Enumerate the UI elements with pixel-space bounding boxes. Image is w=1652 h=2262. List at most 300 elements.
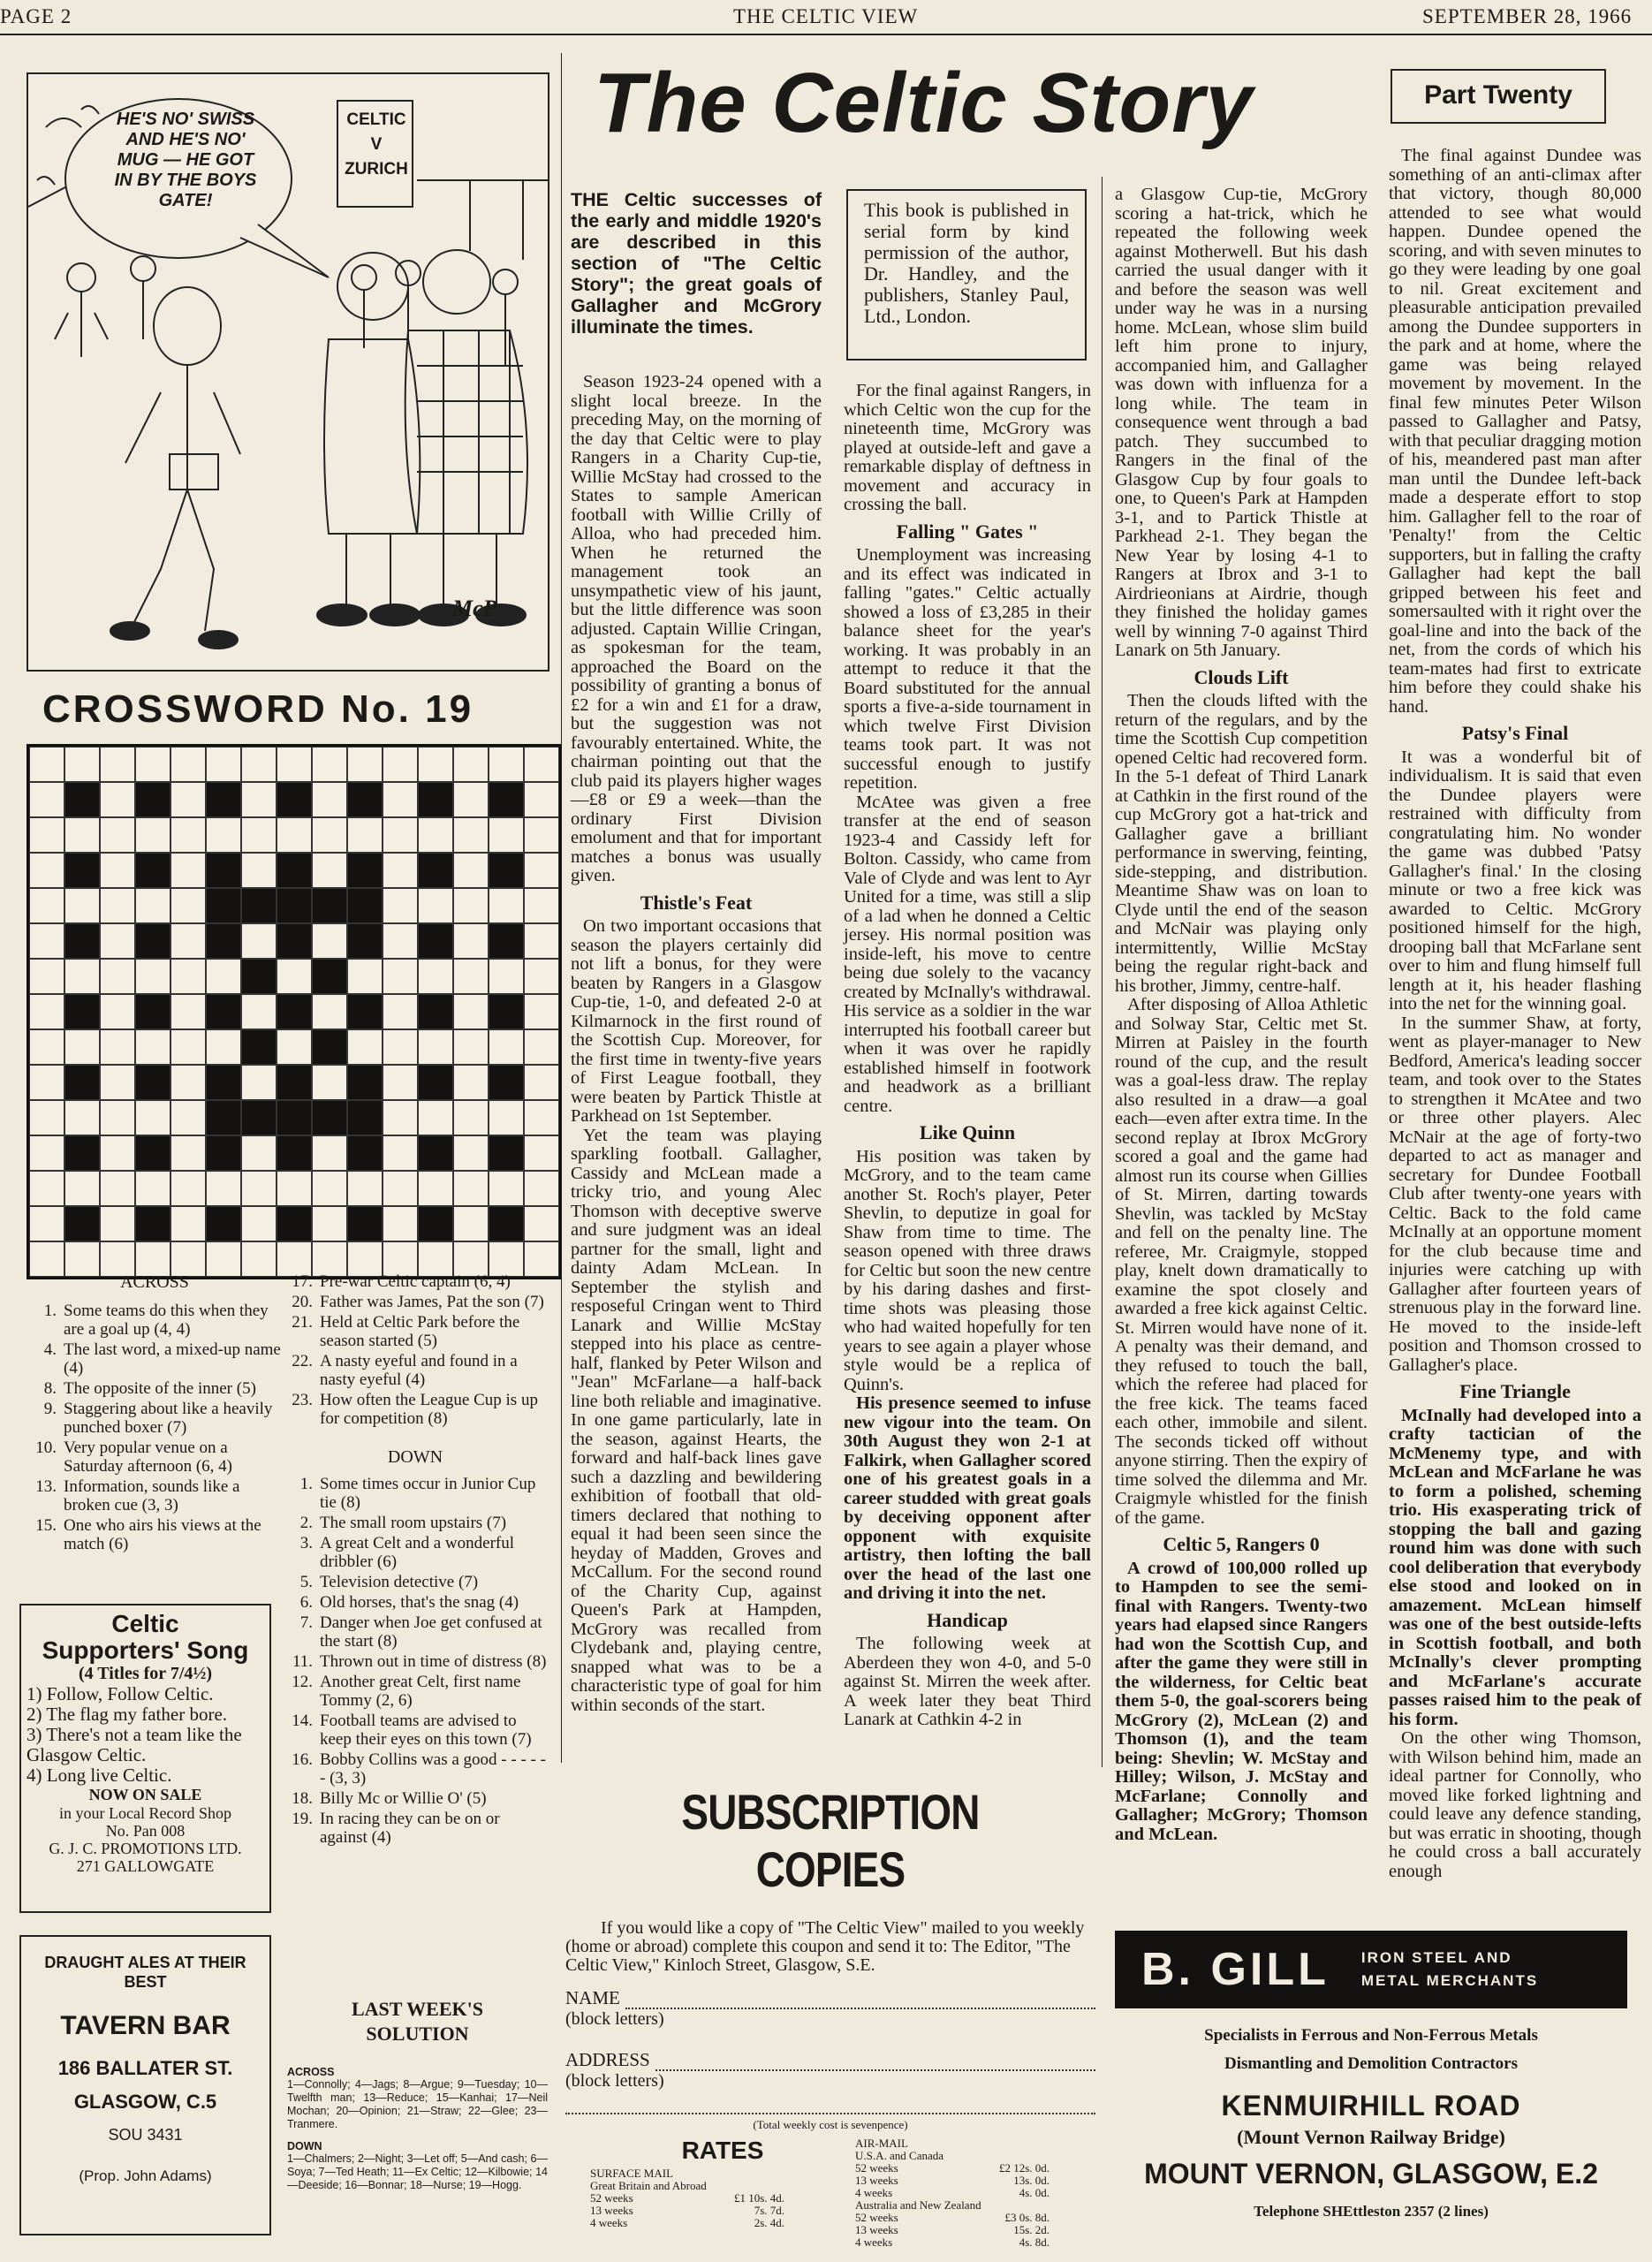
rate-period: 13 weeks — [590, 2204, 633, 2217]
clue-text: Information, sounds like a broken cue (3, 3) — [64, 1477, 240, 1514]
grid-cell[interactable] — [100, 888, 135, 923]
air-region-2: Australia and New Zealand — [855, 2198, 981, 2212]
grid-block — [347, 1065, 383, 1100]
song-title: 3) There's not a team like the Glasgow Celtic. — [27, 1724, 242, 1765]
grid-cell[interactable] — [29, 1029, 64, 1065]
paragraph: His presence seemed to infuse new vigour into the team. On 30th August they won 2-1 at Falkirk, when Gallagher scored one of his greatest goals in a career studded with great goals by deceiving opponent after opponent with exquisite artistry, then lofting the ball over the head of the last one and driving it into the net. — [844, 1393, 1091, 1603]
grid-cell[interactable] — [347, 817, 383, 853]
paragraph: a Glasgow Cup-tie, McGrory scoring a hat-trick, which he repeated the following week against Motherwell. But his dash carried the usual danger with it and before the season was well under way he was in a nursing home. McLean, whose slim build left him prone to injury, accompanied him, and Gallagher was down with influenza for a long while. The team in consequence went through a bad patch. They succumbed to Rangers in the final of the Glasgow Cup by four goals to one, to Queen's Park at Hampden 3-1, and to Partick Thistle at Parkhead 2-1. They began the New Year by losing 4-1 to Rangers at Ibrox and 3-1 to Airdrieonians at Airdrie, though they finished the holiday games well by winning 7-0 against Third Lanark on 5th January. — [1115, 185, 1368, 660]
grid-cell[interactable] — [29, 1241, 64, 1277]
grid-block — [206, 1100, 241, 1135]
grid-cell[interactable] — [383, 1206, 418, 1241]
rate-price: £2 12s. 0d. — [998, 2161, 1050, 2175]
grid-cell[interactable] — [524, 853, 559, 888]
tavern-bar-ad — [19, 1935, 271, 2235]
grid-cell[interactable] — [241, 1241, 277, 1277]
grid-cell[interactable] — [206, 1241, 241, 1277]
grid-cell[interactable] — [29, 923, 64, 959]
grid-cell[interactable] — [29, 959, 64, 994]
subheading: Clouds Lift — [1194, 665, 1289, 688]
grid-block — [489, 1206, 524, 1241]
grid-cell[interactable] — [383, 782, 418, 817]
grid-cell[interactable] — [29, 1100, 64, 1135]
column-rule — [1102, 177, 1103, 1767]
grid-cell[interactable] — [100, 994, 135, 1029]
grid-cell[interactable] — [383, 1135, 418, 1171]
clue-text: A nasty eyeful and found in a nasty eyeful (4) — [320, 1352, 518, 1389]
clue-number: 10. — [35, 1438, 57, 1457]
grid-cell[interactable] — [453, 959, 489, 994]
grid-block — [277, 1100, 312, 1135]
grid-cell[interactable] — [312, 747, 347, 782]
clue-number: 17. — [292, 1272, 313, 1291]
grid-block — [135, 1206, 171, 1241]
masthead-date: SEPTEMBER 28, 1966 — [1422, 5, 1633, 27]
grid-cell[interactable] — [241, 1135, 277, 1171]
grid-cell[interactable] — [418, 888, 453, 923]
clue-text: Danger when Joe get confused at the start (8) — [320, 1613, 542, 1651]
grid-cell[interactable] — [64, 1171, 100, 1206]
grid-cell[interactable] — [135, 1171, 171, 1206]
song-ad-title: Celtic Supporters' Song — [42, 1610, 249, 1664]
grid-cell[interactable] — [135, 747, 171, 782]
grid-cell[interactable] — [383, 747, 418, 782]
air-region-1: U.S.A. and Canada — [855, 2149, 944, 2162]
grid-block — [206, 1206, 241, 1241]
crossword-grid — [27, 744, 562, 1279]
paragraph: Season 1923-24 opened with a slight local breeze. In the preceding May, on the morning of the day that Celtic were to play Rangers in a Charity Cup-tie, Willie McStay had crossed to the States to sample American football with Willie Crilly of Alloa, who had preceded him. When he returned the management took an unsympathetic view of his jaunt, but the little difference was soon adjusted. Captain Willie Cringan, as spokesman for the team, approached the Board on the possibility of granting a bonus of £2 for a win and £1 for a draw, but the suggestion was not favourably entertained. White, the chairman pointing out that the club paid its players higher wages—£8 or £9 a week—than the ordinary First Division emolument and that for important matches a bonus was usually given. — [571, 372, 822, 885]
grid-cell[interactable] — [29, 747, 64, 782]
clue-text: In racing they can be on or against (4) — [320, 1810, 500, 1847]
grid-block — [206, 923, 241, 959]
grid-block — [135, 923, 171, 959]
grid-cell[interactable] — [171, 1029, 206, 1065]
grid-cell[interactable] — [524, 1029, 559, 1065]
crossword-clue — [283, 1810, 548, 1847]
grid-cell[interactable] — [100, 1100, 135, 1135]
grid-block — [135, 782, 171, 817]
grid-cell[interactable] — [524, 1206, 559, 1241]
grid-cell[interactable] — [312, 923, 347, 959]
grid-cell[interactable] — [383, 994, 418, 1029]
grid-cell[interactable] — [29, 1065, 64, 1100]
gill-line-1: Specialists in Ferrous and Non-Ferrous Metals — [1204, 2026, 1538, 2045]
grid-block — [489, 853, 524, 888]
grid-cell[interactable] — [135, 959, 171, 994]
grid-cell[interactable] — [524, 888, 559, 923]
grid-cell[interactable] — [171, 1135, 206, 1171]
grid-cell[interactable] — [100, 1171, 135, 1206]
grid-cell[interactable] — [453, 923, 489, 959]
grid-cell[interactable] — [383, 1029, 418, 1065]
solution-title: LAST WEEK'S SOLUTION — [352, 1998, 483, 2045]
clue-text: Staggering about like a heavily punched boxer (7) — [64, 1400, 273, 1437]
rate-price: 15s. 2d. — [1013, 2223, 1050, 2236]
clue-text: Pre-war Celtic captain (6, 4) — [320, 1272, 511, 1291]
song-ad-number: No. Pan 008 — [105, 1822, 186, 1840]
paragraph: McAtee was given a free transfer at the end of season 1923-4 and Cassidy left for Bolton. Cassidy, who came from Vale of Clyde and was lent to Ayr United for a time, was still a slip of a lad when he donned a Celtic jersey. His normal position was inside-left, his move to centre being due solely to the vacancy created by McInally's withdrawal. His service as a soldier in the war interrupted his football career but when it was over he rapidly established himself in footwork and headwork as a brilliant centre. — [844, 792, 1091, 1116]
grid-cell[interactable] — [29, 888, 64, 923]
crossword-clue — [27, 1438, 283, 1476]
clue-number: 21. — [292, 1313, 313, 1332]
grid-cell[interactable] — [277, 1171, 312, 1206]
grid-cell[interactable] — [171, 1171, 206, 1206]
grid-cell[interactable] — [29, 817, 64, 853]
grid-cell[interactable] — [277, 747, 312, 782]
grid-cell[interactable] — [277, 817, 312, 853]
grid-cell[interactable] — [383, 1241, 418, 1277]
grid-block — [489, 1065, 524, 1100]
grid-block — [347, 994, 383, 1029]
crossword-clue — [27, 1379, 283, 1398]
grid-cell[interactable] — [418, 959, 453, 994]
grid-cell[interactable] — [489, 959, 524, 994]
column-rule — [561, 53, 562, 1763]
grid-cell[interactable] — [524, 994, 559, 1029]
grid-block — [347, 1100, 383, 1135]
grid-block — [135, 1135, 171, 1171]
grid-cell[interactable] — [29, 994, 64, 1029]
paragraph: Unemployment was increasing and its effect was indicated in falling "gates." Celtic actually showed a loss of £3,285 in their balance sheet for the year's working. It was probably in an attempt to reduce it that the Board substituted for the annual sports a five-a-side tournament in which twelve First Division teams took part. It was not successful enough to justify repetition. — [844, 545, 1091, 793]
grid-cell[interactable] — [171, 1241, 206, 1277]
clue-number: 18. — [292, 1789, 313, 1808]
grid-cell[interactable] — [312, 1171, 347, 1206]
grid-cell[interactable] — [524, 1100, 559, 1135]
gill-line-2: Dismantling and Demolition Contractors — [1224, 2054, 1518, 2073]
grid-cell[interactable] — [171, 923, 206, 959]
grid-cell[interactable] — [206, 817, 241, 853]
grid-cell[interactable] — [489, 1029, 524, 1065]
grid-cell[interactable] — [524, 923, 559, 959]
grid-cell[interactable] — [453, 1135, 489, 1171]
grid-block — [135, 994, 171, 1029]
grid-cell[interactable] — [135, 1241, 171, 1277]
grid-cell[interactable] — [489, 1100, 524, 1135]
article-intro: THE Celtic successes of the early and middle 1920's are described in this section of "The Celtic Story"; the great goals of Gallagher and McGrory illuminate the times. — [571, 189, 822, 338]
column-2 — [844, 382, 1091, 1730]
grid-cell[interactable] — [453, 747, 489, 782]
grid-cell[interactable] — [171, 994, 206, 1029]
grid-cell[interactable] — [312, 1065, 347, 1100]
grid-cell[interactable] — [29, 782, 64, 817]
grid-cell[interactable] — [64, 1029, 100, 1065]
clue-number: 1. — [43, 1302, 57, 1320]
clue-text: Old horses, that's the snag (4) — [320, 1593, 519, 1612]
grid-block — [135, 853, 171, 888]
clue-text: How often the League Cup is up for competition (8) — [320, 1391, 538, 1428]
paragraph: For the final against Rangers, in which Celtic won the cup for the nineteenth time, McGrory was played at outside-left and gave a remarkable display of deftness in movement and accuracy in crossing the ball. — [844, 381, 1091, 514]
rate-price: 13s. 0d. — [1013, 2174, 1050, 2187]
grid-cell[interactable] — [277, 1029, 312, 1065]
grid-block — [418, 923, 453, 959]
grid-cell[interactable] — [29, 1171, 64, 1206]
paragraph: A crowd of 100,000 rolled up to Hampden to see the semi-final with Rangers. Twenty-two years had elapsed since Rangers had won the Scottish Cup, and after the game they were still in the wilderness, for Celtic beat them 5-0, the goal-scorers being McGrory (2), McLean (2) and Thomson (1), and the team being: Shevlin; W. McStay and Hilley; Wilson, J. McStay and McFarlane; Connolly and Gallagher; McGrory; Thomson and McLean. — [1115, 1558, 1368, 1844]
grid-cell[interactable] — [383, 1100, 418, 1135]
rate-period: 4 weeks — [855, 2235, 893, 2249]
grid-cell[interactable] — [418, 817, 453, 853]
grid-cell[interactable] — [347, 1171, 383, 1206]
grid-cell[interactable] — [100, 853, 135, 888]
grid-cell[interactable] — [206, 747, 241, 782]
grid-cell[interactable] — [241, 1206, 277, 1241]
grid-cell[interactable] — [524, 782, 559, 817]
grid-cell[interactable] — [241, 782, 277, 817]
grid-cell[interactable] — [64, 888, 100, 923]
grid-cell[interactable] — [453, 1171, 489, 1206]
grid-cell[interactable] — [135, 1029, 171, 1065]
cartoon-speech-bubble: HE'S NO' SWISS AND HE'S NO' MUG — HE GOT IN BY THE BOYS GATE! — [114, 110, 257, 210]
grid-cell[interactable] — [241, 1171, 277, 1206]
grid-block — [489, 994, 524, 1029]
rate-row — [855, 2162, 1050, 2175]
grid-cell[interactable] — [64, 959, 100, 994]
clue-number: 2. — [299, 1514, 313, 1532]
grid-block — [347, 782, 383, 817]
grid-cell[interactable] — [418, 747, 453, 782]
gill-ad — [1115, 1931, 1627, 2231]
grid-cell[interactable] — [206, 959, 241, 994]
grid-cell[interactable] — [418, 1100, 453, 1135]
grid-cell[interactable] — [524, 1171, 559, 1206]
grid-cell[interactable] — [524, 817, 559, 853]
grid-cell[interactable] — [489, 1171, 524, 1206]
subheading: Celtic 5, Rangers 0 — [1163, 1533, 1320, 1555]
grid-cell[interactable] — [312, 1206, 347, 1241]
grid-cell[interactable] — [206, 1029, 241, 1065]
grid-cell[interactable] — [100, 1065, 135, 1100]
grid-cell[interactable] — [312, 1241, 347, 1277]
address-input-line[interactable] — [655, 2053, 1095, 2071]
clue-number: 23. — [292, 1391, 313, 1409]
grid-cell[interactable] — [100, 1029, 135, 1065]
grid-cell[interactable] — [524, 747, 559, 782]
grid-cell[interactable] — [489, 888, 524, 923]
grid-cell[interactable] — [171, 888, 206, 923]
crossword-clue — [283, 1272, 548, 1291]
tavern-city: GLASGOW, C.5 — [73, 2091, 217, 2113]
grid-cell[interactable] — [453, 1241, 489, 1277]
grid-cell[interactable] — [453, 853, 489, 888]
name-input-line[interactable] — [625, 1992, 1095, 2009]
grid-block — [312, 1100, 347, 1135]
address-input-line-2[interactable] — [565, 2093, 1095, 2114]
clue-text: The last word, a mixed-up name (4) — [64, 1340, 281, 1378]
grid-cell[interactable] — [277, 1241, 312, 1277]
grid-cell[interactable] — [383, 1065, 418, 1100]
grid-cell[interactable] — [489, 1241, 524, 1277]
clue-text: Football teams are advised to keep their eyes on this town (7) — [320, 1712, 532, 1749]
rate-price: £3 0s. 8d. — [1004, 2211, 1050, 2224]
crossword-clue — [283, 1475, 548, 1512]
gill-phone: Telephone SHEttleston 2357 (2 lines) — [1254, 2203, 1489, 2220]
grid-cell[interactable] — [453, 1100, 489, 1135]
grid-cell[interactable] — [489, 747, 524, 782]
grid-block — [206, 994, 241, 1029]
rate-row — [855, 2212, 1050, 2224]
name-field[interactable] — [565, 1987, 1095, 2009]
clue-number: 8. — [43, 1379, 57, 1398]
grid-cell[interactable] — [453, 888, 489, 923]
cartoon-sign: CELTIC V ZURICH — [345, 110, 408, 178]
part-label: Part Twenty — [1391, 69, 1606, 124]
grid-cell[interactable] — [100, 1206, 135, 1241]
paragraph: After disposing of Alloa Athletic and Solway Star, Celtic met St. Mirren at Paisley in the fourth round of the cup, and the result was a goal-less draw. The replay also resulted in a draw—a goal each—even after extra time. In the second replay at Ibrox McGrory scored a goal and the game had almost run its course when Gillies of St. Mirren, darting towards Shevlin, was tackled by McStay and fell on the penalty line. The referee, Mr. Craigmyle, stopped play, knelt down dramatically to examine the spot closely and awarded a free kick against Celtic. St. Mirren would have none of it. A penalty was their demand, and they refused to touch the ball, which the referee had placed for the free kick. The teams faced each other, immobile and silent. The seconds ticked off without anyone stirring. Then the expiry of time solved the dilemma and Mr. Craigmyle whistled for the finish of the game. — [1115, 995, 1368, 1528]
grid-block — [64, 1206, 100, 1241]
clue-text: Held at Celtic Park before the season started (5) — [320, 1313, 520, 1350]
grid-cell[interactable] — [171, 817, 206, 853]
grid-cell[interactable] — [418, 1241, 453, 1277]
grid-cell[interactable] — [171, 853, 206, 888]
grid-block — [418, 1206, 453, 1241]
grid-cell[interactable] — [100, 782, 135, 817]
grid-cell[interactable] — [64, 817, 100, 853]
song-ad-address: 271 GALLOWGATE — [76, 1857, 215, 1875]
crossword-clue — [27, 1340, 283, 1378]
rates-title: RATES — [681, 2137, 764, 2164]
subheading: Fine Triangle — [1459, 1380, 1571, 1402]
grid-cell[interactable] — [100, 959, 135, 994]
clue-text: A great Celt and a wonderful dribbler (6) — [320, 1534, 515, 1571]
grid-cell[interactable] — [277, 959, 312, 994]
grid-cell[interactable] — [29, 1135, 64, 1171]
grid-cell[interactable] — [100, 1241, 135, 1277]
crossword-clue — [283, 1673, 548, 1710]
address-label: ADDRESS — [565, 2049, 650, 2070]
grid-cell[interactable] — [312, 1135, 347, 1171]
air-rates — [855, 2136, 1058, 2249]
grid-cell[interactable] — [241, 817, 277, 853]
grid-cell[interactable] — [383, 853, 418, 888]
grid-cell[interactable] — [489, 817, 524, 853]
grid-cell[interactable] — [241, 994, 277, 1029]
grid-block — [312, 959, 347, 994]
grid-block — [64, 1135, 100, 1171]
crossword-clue — [283, 1573, 548, 1591]
grid-cell[interactable] — [524, 1241, 559, 1277]
grid-cell[interactable] — [171, 959, 206, 994]
clue-number: 11. — [292, 1652, 313, 1671]
grid-cell[interactable] — [171, 747, 206, 782]
grid-cell[interactable] — [418, 1029, 453, 1065]
grid-cell[interactable] — [241, 923, 277, 959]
grid-cell[interactable] — [383, 888, 418, 923]
paragraph: His position was taken by McGrory, and to the team came another St. Roch's player, Peter Shevlin, to deputize in goal for Shaw from time to time. The season opened with three draws for Celtic but soon the new centre by his daring dashes and first-time shots was pleasing those who had waited hopefully for ten years to see again a player whose style would be a replica of Quinn's. — [844, 1146, 1091, 1394]
grid-cell[interactable] — [171, 1100, 206, 1135]
grid-cell[interactable] — [206, 1171, 241, 1206]
solution-across: 1—Connolly; 4—Jags; 8—Argue; 9—Tuesday; 10—Twelfth man; 13—Reduce; 15—Kanhai; 17—Neil Mochan; 20—Opinion; 21—Straw; 22—Glee; 23—Tranmere. — [287, 2078, 548, 2130]
grid-cell[interactable] — [453, 782, 489, 817]
clue-text: One who airs his views at the match (6) — [64, 1516, 261, 1553]
grid-block — [64, 923, 100, 959]
grid-cell[interactable] — [383, 817, 418, 853]
clue-number: 7. — [299, 1613, 313, 1632]
column-3 — [1115, 186, 1368, 1844]
grid-cell[interactable] — [524, 1135, 559, 1171]
clue-text: Very popular venue on a Saturday afternoon (6, 4) — [64, 1438, 232, 1476]
rate-price: 4s. 8d. — [1019, 2235, 1050, 2249]
grid-cell[interactable] — [347, 1241, 383, 1277]
grid-cell[interactable] — [312, 994, 347, 1029]
grid-block — [64, 994, 100, 1029]
gill-name: B. GILL — [1141, 1944, 1330, 1995]
song-ad-company: G. J. C. PROMOTIONS LTD. — [49, 1840, 242, 1857]
solution-down-label: DOWN — [287, 2140, 322, 2152]
crossword-clue — [283, 1313, 548, 1350]
grid-cell[interactable] — [524, 959, 559, 994]
grid-block — [277, 782, 312, 817]
clue-number: 16. — [292, 1750, 313, 1769]
grid-cell[interactable] — [453, 1206, 489, 1241]
grid-cell[interactable] — [171, 782, 206, 817]
grid-cell[interactable] — [383, 1171, 418, 1206]
clue-number: 22. — [292, 1352, 313, 1370]
grid-cell[interactable] — [171, 1206, 206, 1241]
grid-cell[interactable] — [453, 994, 489, 1029]
grid-cell[interactable] — [135, 1100, 171, 1135]
grid-cell[interactable] — [347, 747, 383, 782]
grid-cell[interactable] — [64, 747, 100, 782]
grid-cell[interactable] — [312, 817, 347, 853]
grid-block — [418, 994, 453, 1029]
grid-cell[interactable] — [524, 1065, 559, 1100]
clue-text: Bobby Collins was a good - - - - - - (3, 3) — [320, 1750, 546, 1788]
grid-cell[interactable] — [100, 1135, 135, 1171]
grid-cell[interactable] — [135, 888, 171, 923]
grid-block — [206, 782, 241, 817]
grid-cell[interactable] — [171, 1065, 206, 1100]
grid-cell[interactable] — [100, 747, 135, 782]
subheading: Patsy's Final — [1461, 722, 1569, 744]
gill-tagline: IRON STEEL AND METAL MERCHANTS — [1360, 1949, 1539, 1989]
grid-cell[interactable] — [383, 959, 418, 994]
grid-cell[interactable] — [383, 923, 418, 959]
rate-period: 52 weeks — [855, 2161, 898, 2175]
grid-cell[interactable] — [135, 817, 171, 853]
rate-row — [855, 2224, 1050, 2236]
grid-cell[interactable] — [241, 747, 277, 782]
grid-cell[interactable] — [418, 1171, 453, 1206]
grid-cell[interactable] — [312, 782, 347, 817]
paragraph: Yet the team was playing sparkling football. Gallagher, Cassidy and McLean made a tricky trio, and young Alec Thomson with deceptive swerve and sure judgment was an ideal partner for the small, light and dainty Adam McLean. In September the stylish and resposeful Cringan went to Third Lanark and Willie McStay stepped into his place as centre-half, flanked by Peter Wilson and "Jean" McFarlane—a half-back line both reliable and imaginative. In one game particularly, late in the season, against Hearts, the forward and half-back lines gave such a dazzling and bewildering exhibition of football that old-timers declared that nothing to equal it had been seen since the heyday of Madden, Groves and McCallum. For the second round of the Charity Cup, against Queen's Park at Hampden, McGrory was recalled from Clydebank and, playing centre, snapped what was to be a characteristic type of goal for him within seconds of the start. — [571, 1125, 822, 1715]
grid-cell[interactable] — [347, 1029, 383, 1065]
crossword-clue — [283, 1514, 548, 1532]
rate-price: 4s. 0d. — [1019, 2186, 1050, 2199]
grid-cell[interactable] — [29, 1206, 64, 1241]
grid-block — [489, 782, 524, 817]
address-field[interactable] — [565, 2049, 1095, 2071]
grid-cell[interactable] — [64, 1100, 100, 1135]
grid-cell[interactable] — [64, 1241, 100, 1277]
grid-cell[interactable] — [241, 1065, 277, 1100]
surface-region: Great Britain and Abroad — [590, 2179, 707, 2192]
subscription-text: If you would like a copy of "The Celtic View" mailed to you weekly (home or abroad) complete this coupon and send it to: The Editor, "The Celtic View," Kinloch Street, Glasgow, S.E. — [565, 1918, 1085, 1975]
grid-cell[interactable] — [100, 923, 135, 959]
grid-cell[interactable] — [347, 959, 383, 994]
crossword-clue — [283, 1712, 548, 1749]
grid-cell[interactable] — [29, 853, 64, 888]
clue-number: 4. — [43, 1340, 57, 1359]
grid-block — [277, 923, 312, 959]
grid-cell[interactable] — [241, 853, 277, 888]
grid-cell[interactable] — [312, 853, 347, 888]
cost-note: (Total weekly cost is sevenpence) — [753, 2118, 908, 2131]
song-title: 2) The flag my father bore. — [27, 1704, 228, 1725]
grid-cell[interactable] — [453, 1029, 489, 1065]
grid-block — [347, 888, 383, 923]
grid-cell[interactable] — [453, 817, 489, 853]
grid-cell[interactable] — [453, 1065, 489, 1100]
grid-cell[interactable] — [100, 817, 135, 853]
